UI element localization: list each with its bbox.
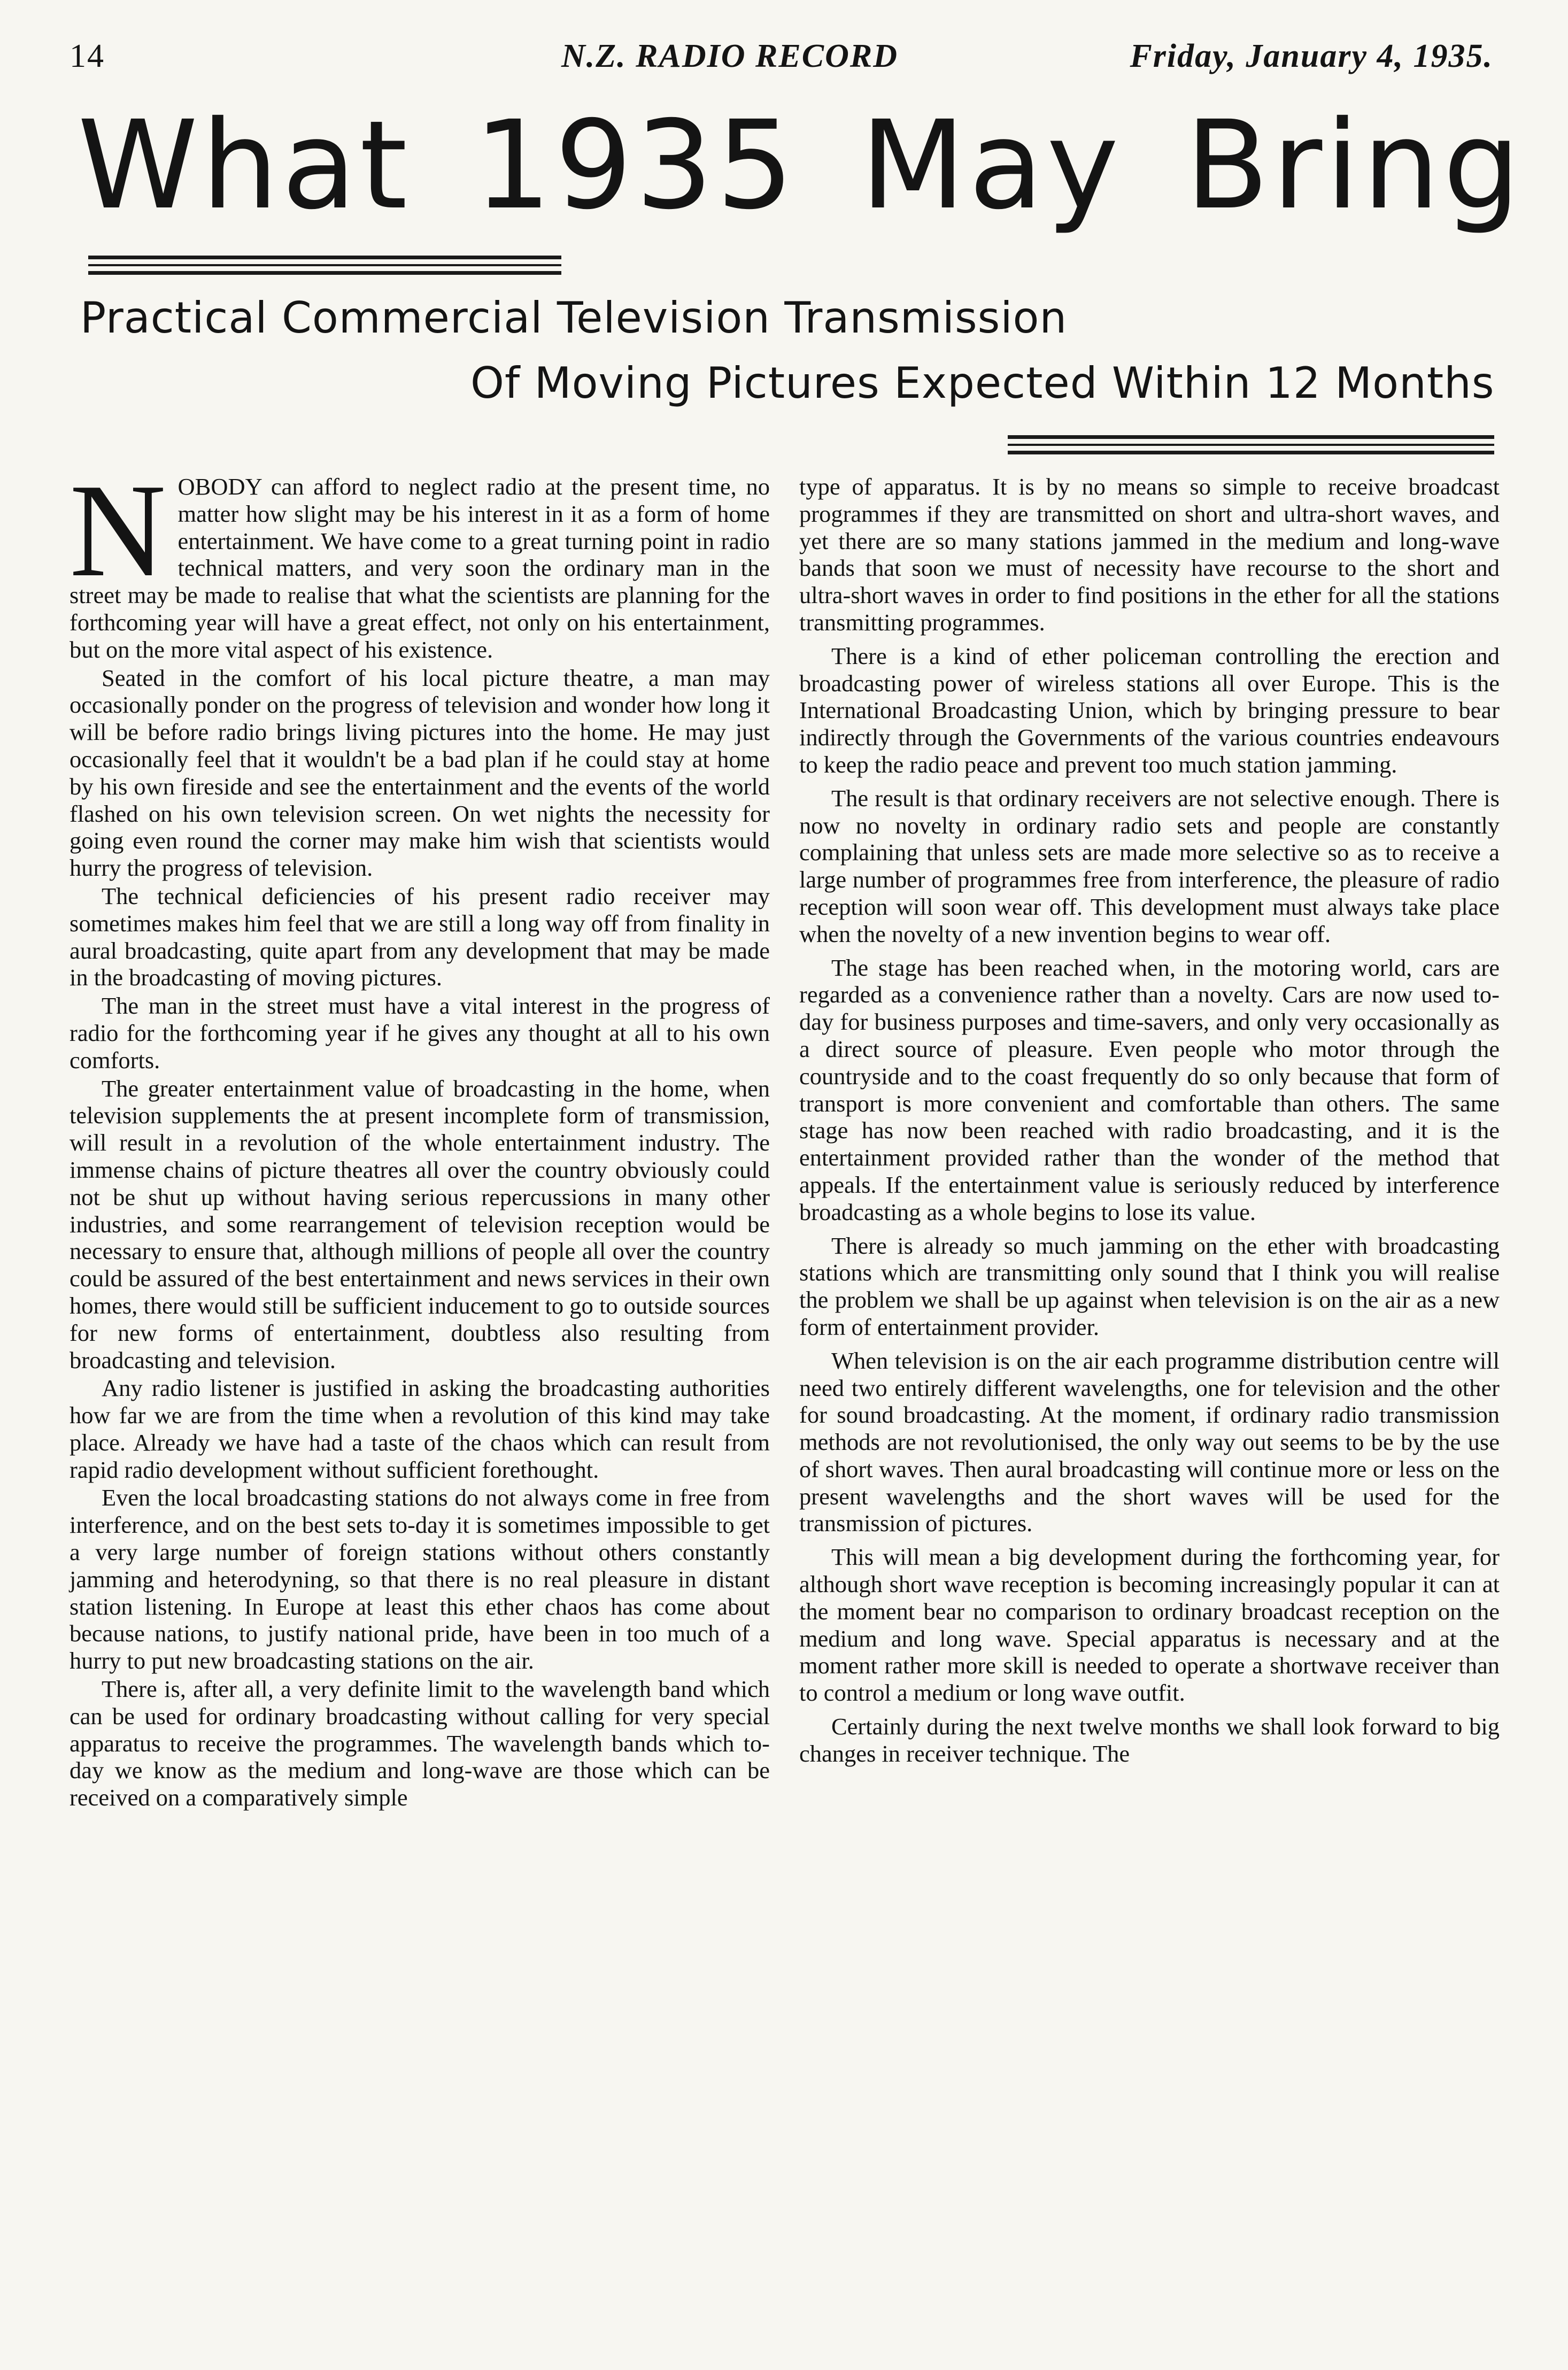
subheadline-line-1: Practical Commercial Television Transmission	[80, 293, 1068, 343]
article-paragraph: There is already so much jamming on the ether with broadcasting stations which are transmitting only sound that I think you will realise the problem we shall be up against when television is on the air as a new form of entertainment provider.	[799, 1232, 1500, 1340]
article-paragraph: There is a kind of ether policeman controlling the erection and broadcasting power of wireless stations all over Europe. This is the International Broadcasting Union, which by bringing pressure to bear indirectly through the Governments of the various countries endeavours to keep the radio peace and prevent too much station jamming.	[799, 642, 1500, 778]
article-paragraph: type of apparatus. It is by no means so simple to receive broadcast programmes if they are transmitted on short and ultra-short waves, and yet there are so many stations jammed in the medium and long-wave bands that soon we must of necessity have recourse to the short and ultra-short waves in order to find positions in the ether for all the stations transmitting programmes.	[799, 473, 1500, 636]
subheadline-line-2: Of Moving Pictures Expected Within 12 Months	[470, 358, 1495, 408]
publication-name: N.Z. RADIO RECORD	[561, 38, 898, 74]
article-paragraph: NOBODY can afford to neglect radio at the present time, no matter how slight may be his interest in it as a form of home entertainment. We have come to a great turning point in radio technical matters, and very soon the ordinary man in the street may be made to realise that what the scientists are planning for the forthcoming year will have a great effect, not only on his entertainment, but on the more vital aspect of his existence.	[69, 457, 770, 663]
article-paragraph: The man in the street must have a vital interest in the progress of radio for the forthcoming year if he gives any thought at all to his own comforts.	[69, 992, 770, 1074]
article-paragraph: The result is that ordinary receivers are not selective enough. There is now no novelty in ordinary radio sets and people are constantly complaining that unless sets are made more selective so as to receive a large number of programmes free from interference, the pleasure of radio reception will soon wear off. This development must always take place when the novelty of a new invention begins to wear off.	[799, 784, 1500, 947]
article-paragraph: Any radio listener is justified in asking the broadcasting authorities how far we are from the time when a revolution of this kind may take place. Already we have had a taste of the chaos which can result from rapid radio development without sufficient forethought.	[69, 1375, 770, 1483]
article-column-left	[69, 457, 770, 1812]
issue-date: Friday, January 4, 1935.	[1130, 38, 1493, 74]
decorative-rule-left	[88, 256, 561, 275]
article-paragraph: The technical deficiencies of his present radio receiver may sometimes makes him feel that we are still a long way off from finality in aural broadcasting, quite apart from any development that may be made in the broadcasting of moving pictures.	[69, 882, 770, 991]
running-head	[69, 37, 1493, 80]
article-paragraph: Seated in the comfort of his local picture theatre, a man may occasionally ponder on the progress of television and wonder how long it will be before radio brings living pictures into the home. He may just occasionally feel that it wouldn't be a bad plan if he could stay at home by his own fireside and see the entertainment and the events of the world flashed on his own television screen. On wet nights the necessity for going even round the corner may make him wish that scientists would hurry the progress of television.	[69, 664, 770, 882]
article-paragraph: Even the local broadcasting stations do not always come in free from interference, and on the best sets to-day it is sometimes impossible to get a very large number of foreign stations without others constantly jamming and heterodyning, so that there is no real pleasure in distant station listening. In Europe at least this ether chaos has come about because nations, to justify national pride, have been in too much of a hurry to put new broadcasting stations on the air.	[69, 1484, 770, 1674]
article-paragraph: The stage has been reached when, in the motoring world, cars are regarded as a convenience rather than a novelty. Cars are now used to-day for business purposes and time-savers, and only very occasionally as a direct source of pleasure. Even people who motor through the countryside and to the coast frequently do so only because that form of transport is more convenient and comfortable than others. The same stage has now been reached with radio broadcasting, and it is the entertainment provided rather than the wonder of the method that appeals. If the entertainment value is seriously reduced by interference broadcasting as a whole begins to lose its value.	[799, 954, 1500, 1225]
article-paragraph: Certainly during the next twelve months we shall look forward to big changes in receiver technique. The	[799, 1713, 1500, 1767]
drop-cap: N	[69, 457, 166, 605]
article-paragraph: This will mean a big development during the forthcoming year, for although short wave reception is becoming increasingly popular it can at the moment bear no comparison to ordinary broadcast reception on the medium and long wave. Special apparatus is necessary and at the moment rather more skill is needed to operate a shortwave receiver than to control a medium or long wave outfit.	[799, 1543, 1500, 1707]
article-paragraph: When television is on the air each programme distribution centre will need two entirely different wavelengths, one for television and the other for sound broadcasting. At the moment, if ordinary radio transmission methods are not revolutionised, the only way out seems to be by the use of short waves. Then aural broadcasting will continue more or less on the present wavelengths and the short waves will be used for the transmission of pictures.	[799, 1347, 1500, 1537]
page-number: 14	[69, 38, 105, 74]
headline: What 1935 May Bring	[78, 94, 1524, 236]
article-column-right	[799, 473, 1500, 1774]
decorative-rule-right	[1008, 435, 1494, 454]
article-paragraph: The greater entertainment value of broadcasting in the home, when television supplements the at present incomplete form of transmission, will result in a revolution of the whole entertainment industry. The immense chains of picture theatres all over the country obviously could not be shut up without having serious repercussions in many other industries, and some rearrangement of television reception would be necessary to ensure that, although millions of people all over the country could be assured of the best entertainment and news services in their own homes, there would still be sufficient inducement to go to outside sources for new forms of entertainment, doubtless also resulting from broadcasting and television.	[69, 1075, 770, 1373]
article-paragraph: There is, after all, a very definite limit to the wavelength band which can be used for ordinary broadcasting without calling for very special apparatus to receive the programmes. The wavelength bands which to-day we know as the medium and long-wave are those which can be received on a comparatively simple	[69, 1676, 770, 1811]
